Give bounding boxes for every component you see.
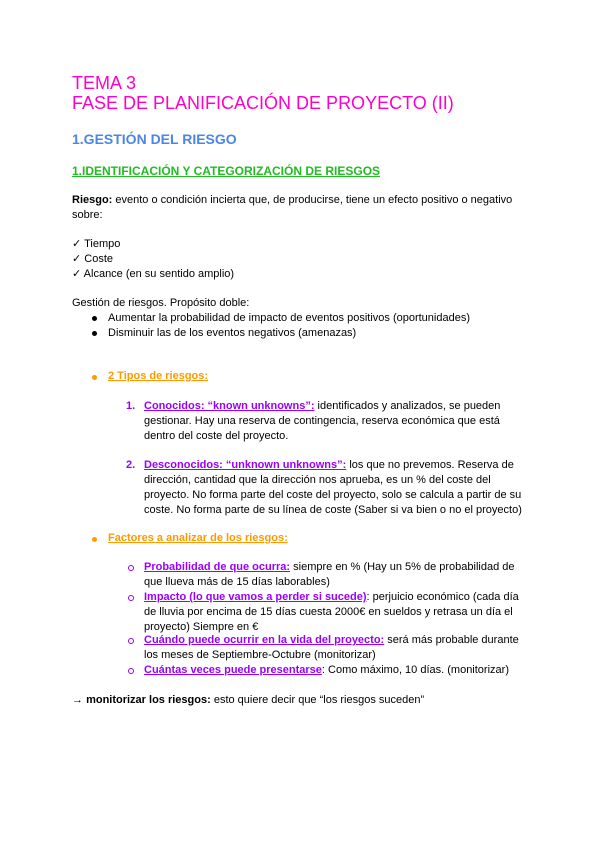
tipo-label: Conocidos: “known unknowns”: (144, 400, 315, 412)
gestion-item: Disminuir las de los eventos negativos (amenazas) (108, 327, 357, 339)
tipo-text: gestionar. Hay una reserva de contingencia, reserva económica que está (144, 415, 500, 427)
tipo-text: identificados y analizados, se pueden (314, 400, 501, 412)
doc-title-line1: TEMA 3 (72, 73, 137, 93)
circle-bullet-icon (128, 595, 134, 601)
factor-text: que llueva más de 15 días laborables) (144, 576, 330, 588)
factor-label: Probabilidad de que ocurra: (144, 561, 291, 573)
tipo-text: dirección, cantidad que la dirección nos aprueba, es un % del coste del (144, 474, 491, 486)
factor-cuando (144, 633, 519, 648)
list-number: 2. (126, 459, 136, 471)
factor-text: los meses de Septiembre-Octubre (monitorizar) (144, 649, 376, 661)
riesgo-text-cont: sobre: (72, 209, 103, 221)
monitorizar-text: esto quiere decir que “los riesgos suceden” (210, 694, 425, 706)
arrow-icon: → (72, 694, 87, 706)
check-item: ✓ Alcance (en su sentido amplio) (72, 268, 235, 280)
bullet-icon (92, 316, 97, 321)
factor-text: : Como máximo, 10 días. (monitorizar) (321, 664, 509, 676)
tipo-desconocidos (144, 458, 514, 473)
circle-bullet-icon (128, 638, 134, 644)
doc-title-line2: FASE DE PLANIFICACIÓN DE PROYECTO (II) (72, 93, 454, 113)
tipo-text: dentro del coste del proyecto. (144, 430, 289, 442)
factor-text: siempre en % (Hay un 5% de probabilidad de (290, 561, 515, 573)
factor-text: de lluvia por encima de 15 días cuesta 2000€ en sueldos y retrasa un día el (144, 606, 513, 618)
section-heading: 1.GESTIÓN DEL RIESGO (72, 131, 237, 147)
circle-bullet-icon (128, 565, 134, 571)
check-item: ✓ Coste (72, 253, 114, 265)
riesgo-text: evento o condición incierta que, de producirse, tiene un efecto positivo o negativo (112, 194, 513, 206)
circle-bullet-icon (128, 668, 134, 674)
subsection-heading: 1.IDENTIFICACIÓN Y CATEGORIZACIÓN DE RIESGOS (72, 164, 381, 178)
riesgo-definition (72, 193, 512, 208)
bullet-icon (92, 375, 97, 380)
tipo-text: proyecto. No forma parte del coste del proyecto, solo se calcula a partir de su (144, 489, 522, 501)
factor-label: Cuántas veces puede presentarse (144, 664, 322, 676)
factor-text: será más probable durante (384, 634, 519, 646)
tipos-heading: 2 Tipos de riesgos: (108, 370, 209, 382)
factor-text: proyecto) Siempre en € (144, 621, 259, 633)
riesgo-label: Riesgo: (72, 194, 113, 206)
monitorizar-label: monitorizar los riesgos: (86, 694, 211, 706)
gestion-intro: Gestión de riesgos. Propósito doble: (72, 297, 250, 309)
bullet-icon (92, 537, 97, 542)
factor-probabilidad (144, 560, 515, 575)
factor-text: : perjuicio económico (cada día (366, 591, 519, 603)
bullet-icon (92, 331, 97, 336)
monitorizar-line (72, 693, 424, 708)
factor-label: Cuándo puede ocurrir en la vida del proyecto: (144, 634, 385, 646)
factor-cuantas (144, 663, 509, 678)
factor-label: Impacto (lo que vamos a perder si sucede) (144, 591, 367, 603)
factor-impacto (144, 590, 519, 605)
tipo-text: los que no prevemos. Reserva de (346, 459, 514, 471)
check-item: ✓ Tiempo (72, 238, 121, 250)
list-number: 1. (126, 400, 136, 412)
tipo-label: Desconocidos: “unknown unknowns”: (144, 459, 347, 471)
gestion-item: Aumentar la probabilidad de impacto de eventos positivos (oportunidades) (108, 312, 470, 324)
tipo-conocidos (144, 399, 500, 414)
tipo-text: coste. No forma parte de su línea de coste (Saber si va bien o no el proyecto) (144, 504, 522, 516)
factores-heading: Factores a analizar de los riesgos: (108, 532, 288, 544)
